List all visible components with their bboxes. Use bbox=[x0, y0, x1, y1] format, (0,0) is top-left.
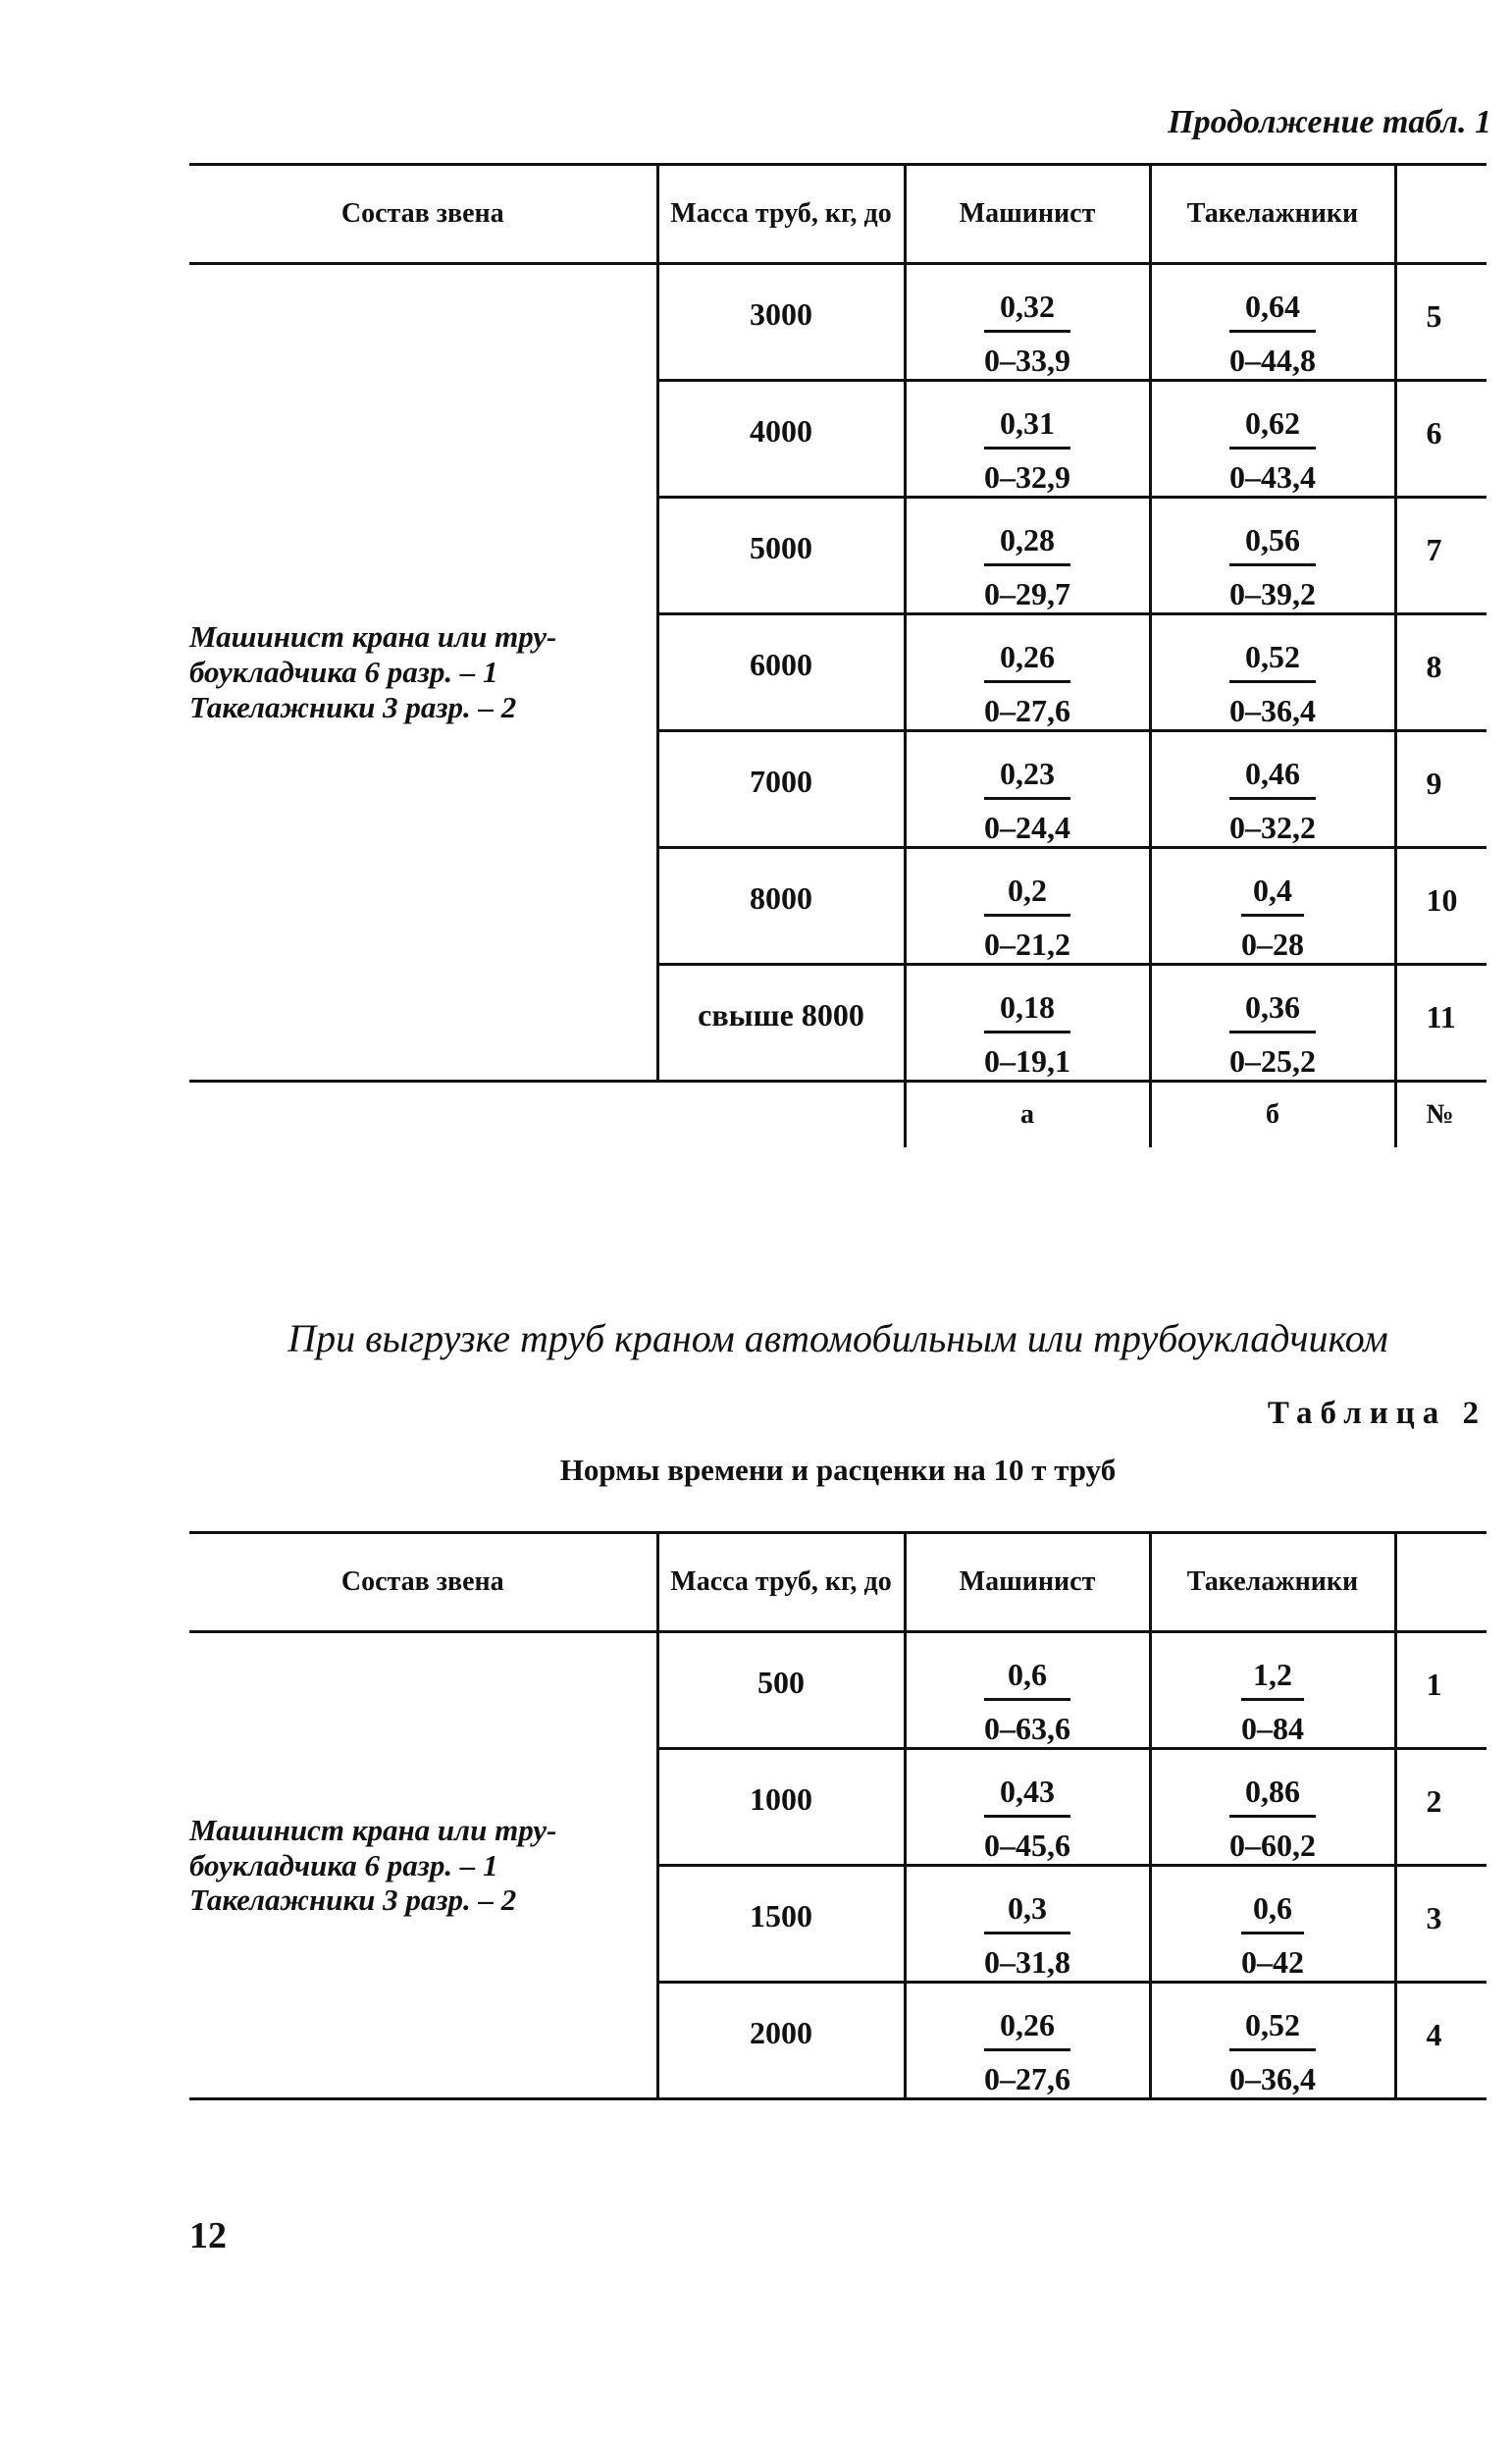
row-number: 2 bbox=[1395, 1749, 1486, 1866]
operator-rate: 0–31,8 bbox=[984, 1944, 1070, 1980]
riggers-fraction bbox=[1241, 874, 1304, 960]
riggers-fraction bbox=[1229, 758, 1316, 843]
header-operator: Машинист bbox=[905, 1533, 1150, 1632]
riggers-time-norm: 0,86 bbox=[1229, 1776, 1316, 1818]
riggers-cell bbox=[1150, 381, 1395, 498]
crew-composition-line: Машинист крана или тру- bbox=[189, 1812, 557, 1847]
riggers-rate: 0–32,2 bbox=[1229, 810, 1316, 845]
header-mass: Масса труб, кг, до bbox=[657, 165, 905, 264]
header-riggers: Такелажники bbox=[1150, 165, 1395, 264]
riggers-cell bbox=[1150, 498, 1395, 614]
operator-rate: 0–32,9 bbox=[984, 459, 1070, 495]
operator-fraction bbox=[984, 407, 1070, 493]
mass-cell: 4000 bbox=[657, 381, 905, 498]
riggers-time-norm: 0,56 bbox=[1229, 524, 1316, 566]
riggers-cell bbox=[1150, 1866, 1395, 1983]
crew-composition bbox=[189, 264, 657, 1082]
riggers-fraction bbox=[1241, 1892, 1304, 1978]
crew-composition-line: боукладчика 6 разр. – 1 bbox=[189, 1847, 498, 1882]
operator-fraction bbox=[984, 1776, 1070, 1861]
crew-composition-line: Машинист крана или тру- bbox=[189, 619, 557, 655]
operator-time-norm: 0,23 bbox=[984, 758, 1070, 800]
header-number bbox=[1395, 165, 1486, 264]
riggers-fraction bbox=[1229, 291, 1316, 376]
riggers-cell bbox=[1150, 965, 1395, 1082]
operator-cell bbox=[905, 381, 1150, 498]
riggers-cell bbox=[1150, 614, 1395, 731]
mass-cell: 2000 bbox=[657, 1983, 905, 2099]
column-label-number: № bbox=[1395, 1082, 1486, 1148]
riggers-fraction bbox=[1229, 407, 1316, 493]
riggers-fraction bbox=[1241, 1659, 1304, 1744]
mass-cell: 500 bbox=[657, 1632, 905, 1749]
row-number: 3 bbox=[1395, 1866, 1486, 1983]
riggers-time-norm: 0,36 bbox=[1229, 991, 1316, 1034]
riggers-fraction bbox=[1229, 2009, 1316, 2094]
operator-rate: 0–24,4 bbox=[984, 810, 1070, 845]
riggers-time-norm: 0,4 bbox=[1241, 874, 1304, 917]
mass-cell: 8000 bbox=[657, 848, 905, 965]
riggers-time-norm: 0,52 bbox=[1229, 2009, 1316, 2051]
operator-fraction bbox=[984, 1659, 1070, 1744]
crew-composition bbox=[189, 1632, 657, 2099]
label-spacer bbox=[657, 1082, 905, 1148]
mass-cell: 1000 bbox=[657, 1749, 905, 1866]
table-2-body bbox=[189, 1632, 1486, 2099]
operator-cell bbox=[905, 1866, 1150, 1983]
operator-time-norm: 0,32 bbox=[984, 291, 1070, 333]
operator-cell bbox=[905, 614, 1150, 731]
table-1-body bbox=[189, 264, 1486, 1082]
operator-cell bbox=[905, 1632, 1150, 1749]
riggers-rate: 0–25,2 bbox=[1229, 1043, 1316, 1079]
riggers-rate: 0–60,2 bbox=[1229, 1828, 1316, 1863]
operator-cell bbox=[905, 1983, 1150, 2099]
operator-cell bbox=[905, 848, 1150, 965]
header-riggers: Такелажники bbox=[1150, 1533, 1395, 1632]
operator-time-norm: 0,28 bbox=[984, 524, 1070, 566]
riggers-rate: 0–36,4 bbox=[1229, 693, 1316, 728]
operator-fraction bbox=[984, 1892, 1070, 1978]
row-number: 9 bbox=[1395, 731, 1486, 848]
column-label-b: б bbox=[1150, 1082, 1395, 1148]
operator-rate: 0–29,7 bbox=[984, 576, 1070, 611]
column-label-a: а bbox=[905, 1082, 1150, 1148]
operator-time-norm: 0,43 bbox=[984, 1776, 1070, 1818]
mass-cell: 3000 bbox=[657, 264, 905, 381]
row-number: 4 bbox=[1395, 1983, 1486, 2099]
riggers-rate: 0–44,8 bbox=[1229, 343, 1316, 378]
operator-time-norm: 0,3 bbox=[984, 1892, 1070, 1934]
operator-time-norm: 0,26 bbox=[984, 2009, 1070, 2051]
riggers-fraction bbox=[1229, 524, 1316, 610]
riggers-fraction bbox=[1229, 641, 1316, 726]
section-title: При выгрузке труб краном автомобильным или трубоукладчиком bbox=[287, 1316, 1388, 1360]
operator-time-norm: 0,18 bbox=[984, 991, 1070, 1034]
operator-rate: 0–19,1 bbox=[984, 1043, 1070, 1079]
riggers-cell bbox=[1150, 264, 1395, 381]
operator-rate: 0–45,6 bbox=[984, 1828, 1070, 1863]
mass-cell: 1500 bbox=[657, 1866, 905, 1983]
header-operator: Машинист bbox=[905, 165, 1150, 264]
crew-composition-line: боукладчика 6 разр. – 1 bbox=[189, 655, 498, 690]
riggers-rate: 0–84 bbox=[1241, 1711, 1304, 1746]
norms-table-1 bbox=[189, 163, 1486, 1147]
operator-cell bbox=[905, 1749, 1150, 1866]
table-row bbox=[189, 264, 1486, 381]
riggers-time-norm: 0,46 bbox=[1229, 758, 1316, 800]
mass-cell: 5000 bbox=[657, 498, 905, 614]
header-composition: Состав звена bbox=[340, 198, 504, 230]
header-mass: Масса труб, кг, до bbox=[657, 1533, 905, 1632]
header-number bbox=[1395, 1533, 1486, 1632]
operator-rate: 0–33,9 bbox=[984, 343, 1070, 378]
riggers-rate: 0–42 bbox=[1241, 1944, 1304, 1980]
operator-fraction bbox=[984, 991, 1070, 1077]
operator-fraction bbox=[984, 758, 1070, 843]
operator-cell bbox=[905, 731, 1150, 848]
operator-rate: 0–63,6 bbox=[984, 1711, 1070, 1746]
riggers-rate: 0–43,4 bbox=[1229, 459, 1316, 495]
operator-rate: 0–27,6 bbox=[984, 2061, 1070, 2096]
riggers-cell bbox=[1150, 848, 1395, 965]
header-composition: Состав звена bbox=[340, 1566, 504, 1598]
row-number: 5 bbox=[1395, 264, 1486, 381]
mass-cell: свыше 8000 bbox=[657, 965, 905, 1082]
continuation-note: Продолжение табл. 1 bbox=[1168, 104, 1491, 140]
riggers-cell bbox=[1150, 1632, 1395, 1749]
riggers-rate: 0–36,4 bbox=[1229, 2061, 1316, 2096]
table-2-label: Таблица 2 bbox=[1267, 1396, 1486, 1431]
row-number: 11 bbox=[1395, 965, 1486, 1082]
operator-fraction bbox=[984, 524, 1070, 610]
riggers-cell bbox=[1150, 1983, 1395, 2099]
row-number: 7 bbox=[1395, 498, 1486, 614]
riggers-fraction bbox=[1229, 991, 1316, 1077]
riggers-fraction bbox=[1229, 1776, 1316, 1861]
row-number: 8 bbox=[1395, 614, 1486, 731]
operator-rate: 0–27,6 bbox=[984, 693, 1070, 728]
operator-rate: 0–21,2 bbox=[984, 927, 1070, 962]
riggers-time-norm: 0,52 bbox=[1229, 641, 1316, 683]
operator-cell bbox=[905, 965, 1150, 1082]
norms-table-2 bbox=[189, 1531, 1486, 2100]
mass-cell: 6000 bbox=[657, 614, 905, 731]
row-number: 10 bbox=[1395, 848, 1486, 965]
riggers-time-norm: 0,6 bbox=[1241, 1892, 1304, 1934]
mass-cell: 7000 bbox=[657, 731, 905, 848]
riggers-time-norm: 0,62 bbox=[1229, 407, 1316, 450]
riggers-cell bbox=[1150, 1749, 1395, 1866]
operator-fraction bbox=[984, 874, 1070, 960]
operator-time-norm: 0,31 bbox=[984, 407, 1070, 450]
row-number: 1 bbox=[1395, 1632, 1486, 1749]
riggers-rate: 0–28 bbox=[1241, 927, 1304, 962]
riggers-cell bbox=[1150, 731, 1395, 848]
crew-composition-line: Такелажники 3 разр. – 2 bbox=[189, 1882, 517, 1918]
riggers-time-norm: 1,2 bbox=[1241, 1659, 1304, 1701]
riggers-rate: 0–39,2 bbox=[1229, 576, 1316, 611]
operator-time-norm: 0,26 bbox=[984, 641, 1070, 683]
table-2-subtitle: Нормы времени и расценки на 10 т труб bbox=[559, 1453, 1117, 1487]
riggers-time-norm: 0,64 bbox=[1229, 291, 1316, 333]
operator-fraction bbox=[984, 291, 1070, 376]
crew-composition-line: Такелажники 3 разр. – 2 bbox=[189, 689, 517, 724]
label-spacer bbox=[189, 1082, 657, 1148]
table-row bbox=[189, 1632, 1486, 1749]
operator-fraction bbox=[984, 2009, 1070, 2094]
operator-cell bbox=[905, 264, 1150, 381]
operator-time-norm: 0,2 bbox=[984, 874, 1070, 917]
row-number: 6 bbox=[1395, 381, 1486, 498]
page-number: 12 bbox=[189, 2215, 227, 2256]
operator-fraction bbox=[984, 641, 1070, 726]
operator-time-norm: 0,6 bbox=[984, 1659, 1070, 1701]
operator-cell bbox=[905, 498, 1150, 614]
